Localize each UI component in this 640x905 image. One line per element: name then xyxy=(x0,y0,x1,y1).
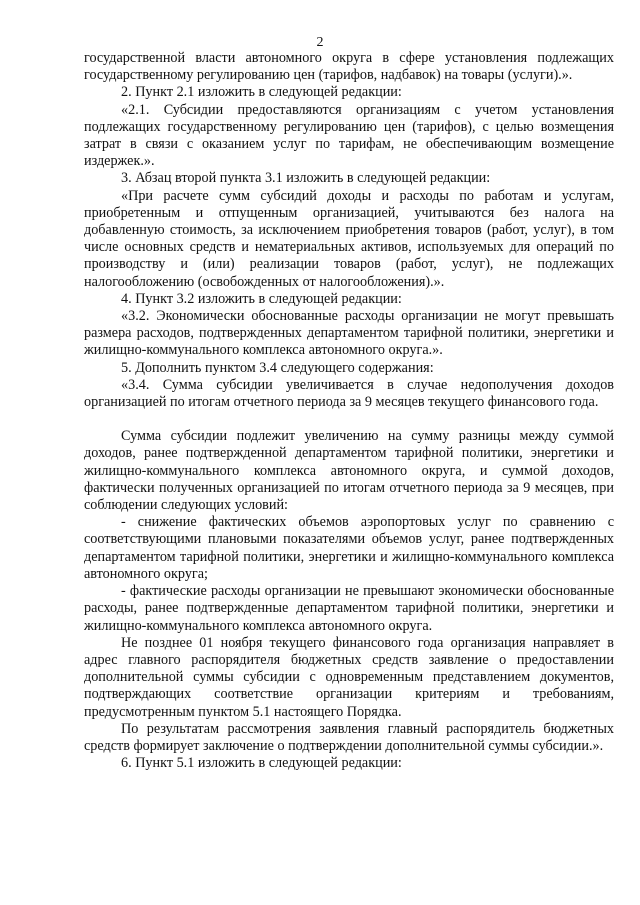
paragraph-item-5: 5. Дополнить пунктом 3.4 следующего содержания: xyxy=(121,359,434,376)
paragraph-quote-2-1: «2.1. Субсидии предоставляются организациям с учетом установления подлежащих государственному регулированию цен (тарифов), с целью возмещения затрат в связи с оказанием услуг по тарифам, не обеспечивающим возмещение издержек.». xyxy=(84,101,614,170)
paragraph-quote-3-1: «При расчете сумм субсидий доходы и расходы по работам и услугам, приобретенным и отпущенным организацией, учитываются без налога на добавленную стоимость, за исключением приобретения товаров (работ, услуг), в том числе основных средств и нематериальных активов, используемых для операций по производству и (или) реализации товаров (работ, услуг), не подлежащих налогообложению (освобожденных от налогообложения).». xyxy=(84,187,614,290)
paragraph-item-6: 6. Пункт 5.1 изложить в следующей редакции: xyxy=(121,755,402,772)
paragraph-deadline: Не позднее 01 ноября текущего финансового года организация направляет в адрес главного распорядителя бюджетных средств заявление о предоставлении дополнительной суммы субсидии с одновременным представлением документов, подтверждающих соответствие организации критериям и требованиям, предусмотренным пунктом 5.1 настоящего Порядка. xyxy=(84,634,614,720)
paragraph-condition-1: - снижение фактических объемов аэропортовых услуг по сравнению с соответствующими плановыми показателями объемов услуг, ранее подтвержденных департаментом тарифной политики, энергетики и жилищно-коммунального комплекса автономного округа; xyxy=(84,514,614,582)
document-body xyxy=(84,50,614,772)
paragraph-quote-3-4: «3.4. Сумма субсидии увеличивается в случае недополучения доходов организацией по итогам отчетного периода за 9 месяцев текущего финансового года. xyxy=(84,376,614,411)
paragraph-item-3: 3. Абзац второй пункта 3.1 изложить в следующей редакции: xyxy=(121,170,491,187)
paragraph-item-4: 4. Пункт 3.2 изложить в следующей редакции: xyxy=(121,290,402,307)
page-number: 2 xyxy=(316,35,324,50)
paragraph-review-result: По результатам рассмотрения заявления главный распорядитель бюджетных средств формирует заключение о подтверждении дополнительной суммы субсидии.». xyxy=(84,720,614,754)
paragraph-subsidy-increase: Сумма субсидии подлежит увеличению на сумму разницы между суммой доходов, ранее подтвержденной департаментом тарифной политики, энергетики и жилищно-коммунального комплекса автономного округа, и суммой доходов, фактически полученных организацией по итогам отчетного периода за 9 месяцев, при соблюдении следующих условий: xyxy=(84,428,614,514)
paragraph-continuation: государственной власти автономного округа в сфере установления подлежащих государственному регулированию цен (тарифов, надбавок) на товары (услуги).». xyxy=(84,50,614,84)
paragraph-quote-3-2: «3.2. Экономически обоснованные расходы организации не могут превышать размера расходов, подтвержденных департаментом тарифной политики, энергетики и жилищно-коммунального комплекса автономного округа.». xyxy=(84,308,614,359)
paragraph-condition-2: - фактические расходы организации не превышают экономически обоснованные расходы, ранее подтвержденные департаментом тарифной политики, энергетики и жилищно-коммунального комплекса автономного округа. xyxy=(84,583,614,634)
paragraph-item-2: 2. Пункт 2.1 изложить в следующей редакции: xyxy=(121,84,402,101)
